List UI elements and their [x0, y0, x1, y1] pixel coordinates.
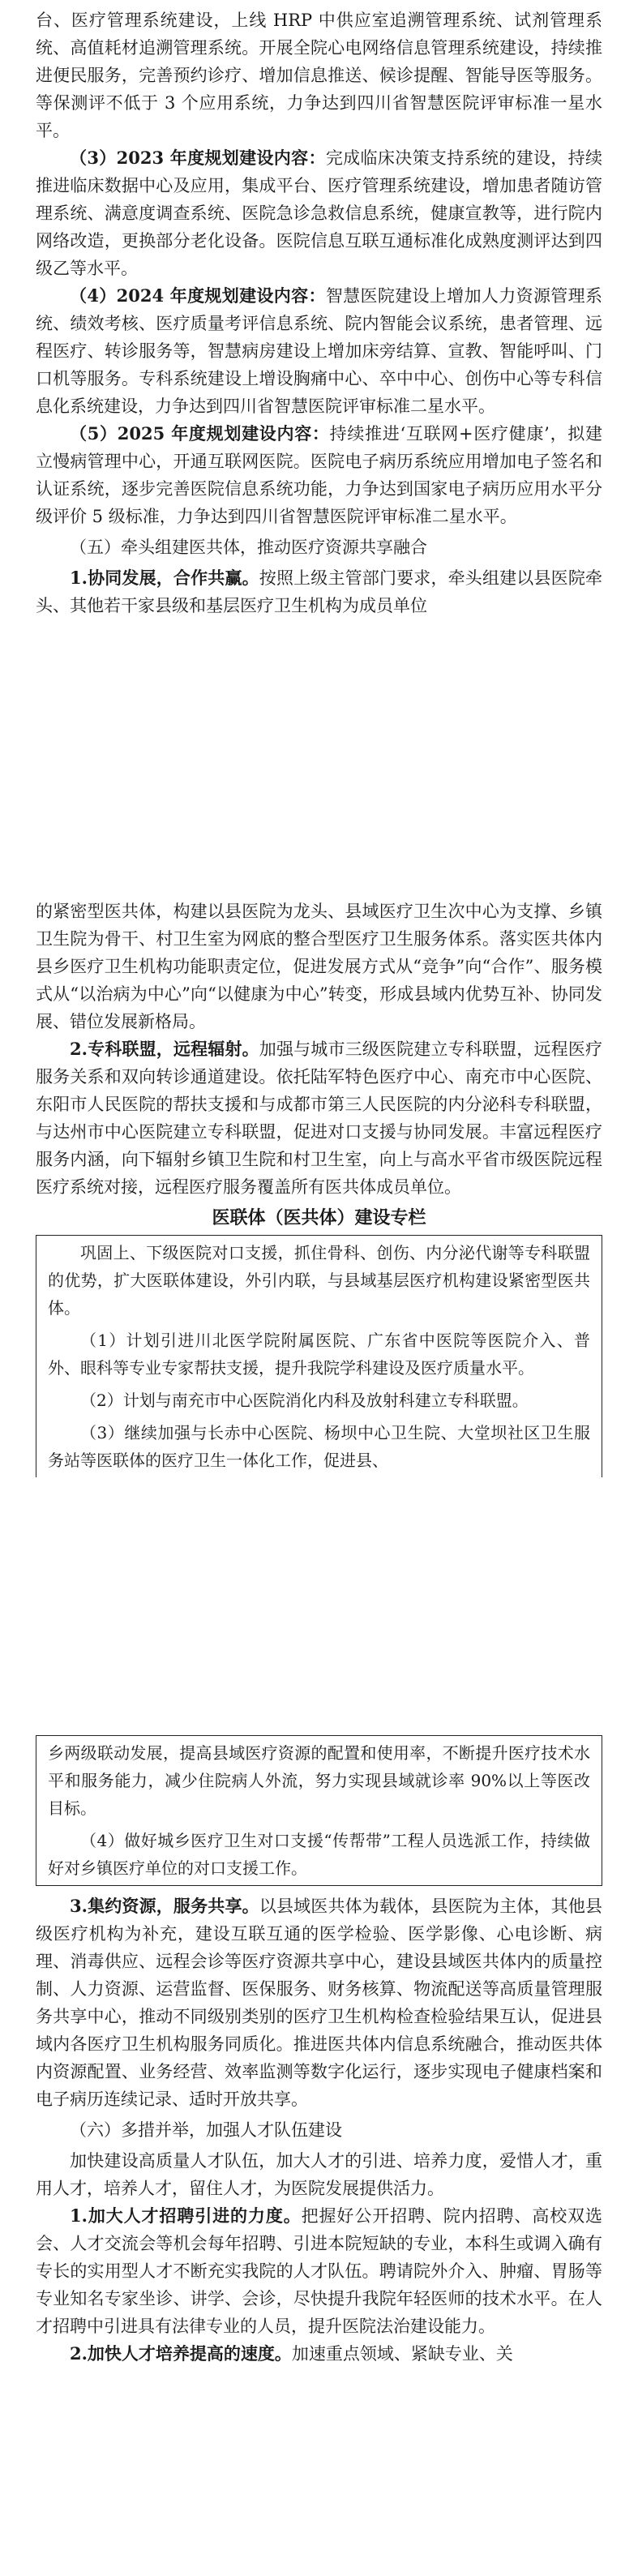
paragraph: 台、医疗管理系统建设，上线 HRP 中供应室追溯管理系统、试剂管理系统、高值耗材追溯管理系统。开展全院心电网络信息管理系统建设，持续推进便民服务，完善预约诊疗、增加信息推送、候诊提醒、智能导医等服务。等保测评不低于 3 个应用系统，力争达到四川省智慧医院评审标准一星水平。: [36, 11, 602, 140]
paragraph: 3.集约资源，服务共享。以县域医共体为载体，县医院为主体，其他县级医疗机构为补充，建设互联互通的医学检验、医学影像、心电诊断、病理、消毒供应、远程会诊等医疗资源共享中心，建设县域医共体内的质量控制、人力资源、运营监督、医保服务、财务核算、物流配送等高质量管理服务共享中心，推动不同级别类别的医疗卫生机构检查检验结果互认，促进县域内各医疗卫生机构服务同质化。推进医共体内信息系统融合，推动医共体内资源配置、业务经营、效率监测等数字化运行，逐步实现电子健康档案和电子病历连续记录、适时开放共享。: [36, 1896, 602, 2109]
box-paragraph: （4）做好城乡医疗卫生对口支援“传帮带”工程人员选派工作，持续做好对乡镇医疗单位的对口支援工作。: [48, 1831, 590, 1878]
page-gap: [0, 1658, 638, 1711]
document-page-1: [0, 0, 638, 803]
box-paragraph: （3）继续加强与长赤中心医院、杨坝中心卫生院、大堂坝社区卫生服务站等医联体的医疗卫生一体化工作，促进县、: [48, 1423, 590, 1470]
paragraph: （3）2023 年度规划建设内容：完成临床决策支持系统的建设，持续推进临床数据中心及应用，集成平台、医疗管理系统建设，增加患者随访管理系统、满意度调查系统、医院急诊急救信息系统，健康宣教等，进行院内网络改造，更换部分老化设备。医院信息互联互通标准化成熟度测评达到四级乙等水平。: [36, 148, 602, 278]
paragraph: 2.专科联盟，远程辐射。加强与城市三级医院建立专科联盟，远程医疗服务关系和双向转诊通道建设。依托陆军特色医疗中心、南充市中心医院、东阳市人民医院的帮扶支援和与成都市第三人民医院的内分泌科专科联盟，与达州市中心医院建立专科联盟，促进对口支援与协同发展。丰富远程医疗服务内涵，向下辐射乡镇卫生院和村卫生室，向上与高水平省市级医院远程医疗系统对接，远程医疗服务覆盖所有医共体成员单位。: [36, 1039, 602, 1197]
paragraph: 加快建设高质量人才队伍，加大人才的引进、培养力度，爱惜人才，重用人才，培养人才，留住人才，为医院发展提供活力。: [36, 2151, 602, 2198]
box-title: 医联体（医共体）建设专栏: [212, 1207, 426, 1228]
paragraph: 2.加快人才培养提高的速度。加速重点领域、紧缺专业、关: [70, 2343, 513, 2364]
column-box: [36, 1235, 602, 1477]
page-gap: [0, 803, 638, 855]
section-heading: （五）牵头组建医共体，推动医疗资源共享融合: [70, 538, 427, 557]
paragraph: 1.加大人才招聘引进的力度。把握好公开招聘、院内招聘、高校双选会、人才交流会等机会每年招聘、引进本院短缺的专业，本科生或调入确有专长的实用型人才不断充实我院的人才队伍。聘请院外介入、肿瘤、胃肠等专业知名专家坐诊、讲学、会诊，尽快提升我院年轻医师的技术水平。在人才招聘中引进具有法律专业的人员，提升医院法治建设能力。: [36, 2205, 603, 2336]
paragraph: （5）2025 年度规划建设内容：持续推进‘互联网+医疗健康’，拟建立慢病管理中心，开通互联网医院。医院电子病历系统应用增加电子签名和认证系统，逐步完善医院信息系统功能，力争达到国家电子病历应用水平分级评价 5 级标准，力争达到四川省智慧医院评审标准二星水平。: [36, 423, 602, 526]
box-paragraph: （2）计划与南充市中心医院消化内科及放射科建立专科联盟。: [80, 1391, 529, 1410]
section-heading: （六）多措并举，加强人才队伍建设: [70, 2120, 342, 2140]
paragraph: 1.协同发展，合作共赢。按照上级主管部门要求，牵头组建以县医院牵头、其他若干家县级和基层医疗卫生机构为成员单位: [36, 568, 602, 615]
box-paragraph: （1）计划引进川北医学院附属医院、广东省中医院等医院介入、普外、眼科等专业专家帮扶支援，提升我院学科建设及医疗质量水平。: [48, 1331, 590, 1378]
document-page-2: [0, 855, 638, 1658]
column-box-continued: [36, 1735, 602, 1886]
document-page-3: [0, 1711, 638, 2576]
paragraph: 的紧密型医共体，构建以县医院为龙头、县域医疗卫生次中心为支撑、乡镇卫生院为骨干、村卫生室为网底的整合型医疗卫生服务体系。落实医共体内县乡医疗卫生机构功能职责定位，促进发展方式从“竞争”向“合作”、服务模式从“以治病为中心”向“以健康为中心”转变，形成县域内优势互补、协同发展、错位发展新格局。: [36, 902, 602, 1031]
paragraph: （4）2024 年度规划建设内容：智慧医院建设上增加人力资源管理系统、绩效考核、医疗质量考评信息系统、院内智能会议系统，患者管理、远程医疗、转诊服务等，智慧病房建设上增加床旁结算、宣教、智能呼叫、门口机等服务。专科系统建设上增设胸痛中心、卒中中心、创伤中心等专科信息化系统建设，力争达到四川省智慧医院评审标准二星水平。: [36, 285, 602, 416]
box-paragraph: 巩固上、下级医院对口支援，抓住骨科、创伤、内分泌代谢等专科联盟的优势，扩大医联体建设，外引内联，与县域基层医疗机构建设紧密型医共体。: [48, 1243, 590, 1318]
box-paragraph: 乡两级联动发展，提高县域医疗资源的配置和使用率，不断提升医疗技术水平和服务能力，减少住院病人外流，努力实现县域就诊率 90%以上等医改目标。: [48, 1743, 590, 1818]
